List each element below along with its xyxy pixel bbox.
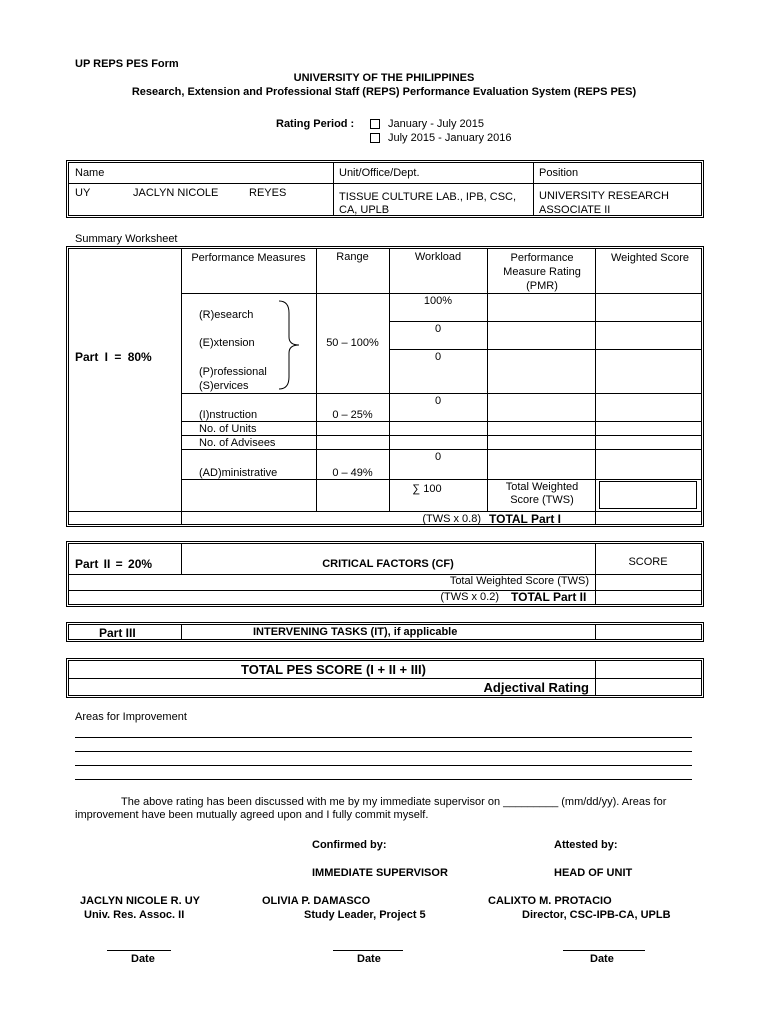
unit-value: TISSUE CULTURE LAB., IPB, CSC, CA, UPLB: [339, 191, 517, 216]
header-weighted-score: Weighted Score: [610, 252, 690, 264]
period-option-1-label: January - July 2015: [388, 118, 484, 130]
attested-by: Attested by:: [554, 839, 618, 851]
measure-research: (R)esearch: [199, 309, 254, 321]
rating-period-label: Rating Period :: [276, 118, 355, 130]
measure-extension: (E)xtension: [199, 337, 255, 349]
statement-line2: improvement have been mutually agreed upon and I fully commit myself.: [75, 809, 429, 821]
summary-worksheet: [66, 246, 704, 527]
statement-line1: The above rating has been discussed with me by my immediate supervisor on _________ (mm/dd/yy). Areas for: [121, 796, 667, 808]
range-admin: 0 – 49%: [332, 467, 373, 479]
workload-extension: 0: [434, 323, 442, 335]
part2-label: Part II = 20%: [75, 557, 153, 571]
period-option-1[interactable]: [370, 118, 484, 130]
head-title: Director, CSC-IPB-CA, UPLB: [522, 909, 671, 921]
header-performance-measures: Performance Measures: [191, 252, 306, 264]
position-label: Position: [539, 167, 579, 179]
ratee-date-line[interactable]: [107, 950, 171, 951]
measure-instruction: (I)nstruction: [199, 409, 258, 421]
header-range: Range: [336, 251, 369, 263]
measure-administrative: (AD)ministrative: [199, 467, 278, 479]
period-option-2-label: July 2015 - January 2016: [388, 132, 512, 144]
range-rep: 50 – 100%: [326, 337, 379, 349]
part3-title: INTERVENING TASKS (IT), if applicable: [253, 626, 458, 638]
checkbox-icon[interactable]: [370, 133, 380, 143]
workload-professional: 0: [434, 351, 442, 363]
measure-professional-services: (P)rofessional (S)ervices: [199, 366, 267, 392]
workload-research: 100%: [423, 295, 453, 307]
part2-score-label: SCORE: [628, 556, 668, 568]
period-option-2[interactable]: [370, 132, 512, 144]
total-table: [66, 658, 704, 698]
measure-advisees: No. of Advisees: [199, 437, 276, 449]
total-pes-score: TOTAL PES SCORE (I + II + III): [241, 662, 426, 677]
brace-icon: [277, 299, 301, 391]
improvement-title: Areas for Improvement: [75, 711, 187, 723]
improvement-line[interactable]: [75, 765, 692, 766]
range-instruction: 0 – 25%: [332, 409, 373, 421]
position-value: UNIVERSITY RESEARCH ASSOCIATE II: [539, 190, 669, 216]
part1-label: Part I = 80%: [75, 350, 152, 364]
info-table: [66, 160, 704, 218]
unit-label: Unit/Office/Dept.: [339, 167, 420, 179]
supervisor-name: OLIVIA P. DAMASCO: [262, 895, 371, 907]
tws-formula: (TWS x 0.8): [422, 513, 481, 525]
workload-instruction: 0: [434, 395, 442, 407]
supervisor-date-label: Date: [357, 953, 381, 965]
ratee-name: JACLYN NICOLE R. UY: [80, 895, 201, 907]
workload-sum: ∑ 100: [412, 483, 442, 495]
header-pmr: Performance Measure Rating (PMR): [503, 252, 581, 292]
part2-title: CRITICAL FACTORS (CF): [322, 558, 454, 570]
adjectival-rating: Adjectival Rating: [483, 680, 589, 695]
header-workload: Workload: [414, 251, 462, 263]
ratee-date-label: Date: [131, 953, 155, 965]
workload-admin: 0: [434, 451, 442, 463]
university-title: UNIVERSITY OF THE PHILIPPINES: [293, 72, 475, 84]
supervisor-title: Study Leader, Project 5: [304, 909, 426, 921]
immediate-supervisor-label: IMMEDIATE SUPERVISOR: [312, 867, 448, 879]
part2-tws-label: Total Weighted Score (TWS): [449, 575, 589, 587]
confirmed-by: Confirmed by:: [312, 839, 387, 851]
ratee-title: Univ. Res. Assoc. II: [84, 909, 185, 921]
summary-title: Summary Worksheet: [75, 233, 178, 245]
tws-label: Total Weighted Score (TWS): [505, 481, 579, 506]
total-part1: TOTAL Part I: [489, 512, 562, 526]
improvement-line[interactable]: [75, 751, 692, 752]
improvement-line[interactable]: [75, 779, 692, 780]
total-part2: TOTAL Part II: [511, 590, 587, 604]
system-title: Research, Extension and Professional Staff (REPS) Performance Evaluation System (REPS PES): [131, 86, 637, 98]
head-name: CALIXTO M. PROTACIO: [488, 895, 612, 907]
name-label: Name: [75, 167, 105, 179]
form-name: UP REPS PES Form: [75, 58, 179, 70]
part2-tws-formula: (TWS x 0.2): [440, 591, 499, 603]
tws-box[interactable]: [599, 481, 697, 509]
part3-label: Part III: [99, 626, 136, 640]
improvement-line[interactable]: [75, 737, 692, 738]
head-date-label: Date: [590, 953, 614, 965]
part2-table: [66, 541, 704, 607]
name-middle: REYES: [249, 187, 287, 199]
checkbox-icon[interactable]: [370, 119, 380, 129]
part3-table: [66, 622, 704, 642]
head-of-unit-label: HEAD OF UNIT: [554, 867, 633, 879]
name-first: JACLYN NICOLE: [133, 187, 219, 199]
measure-units: No. of Units: [199, 423, 257, 435]
head-date-line[interactable]: [563, 950, 645, 951]
name-last: UY: [75, 187, 91, 199]
supervisor-date-line[interactable]: [333, 950, 403, 951]
